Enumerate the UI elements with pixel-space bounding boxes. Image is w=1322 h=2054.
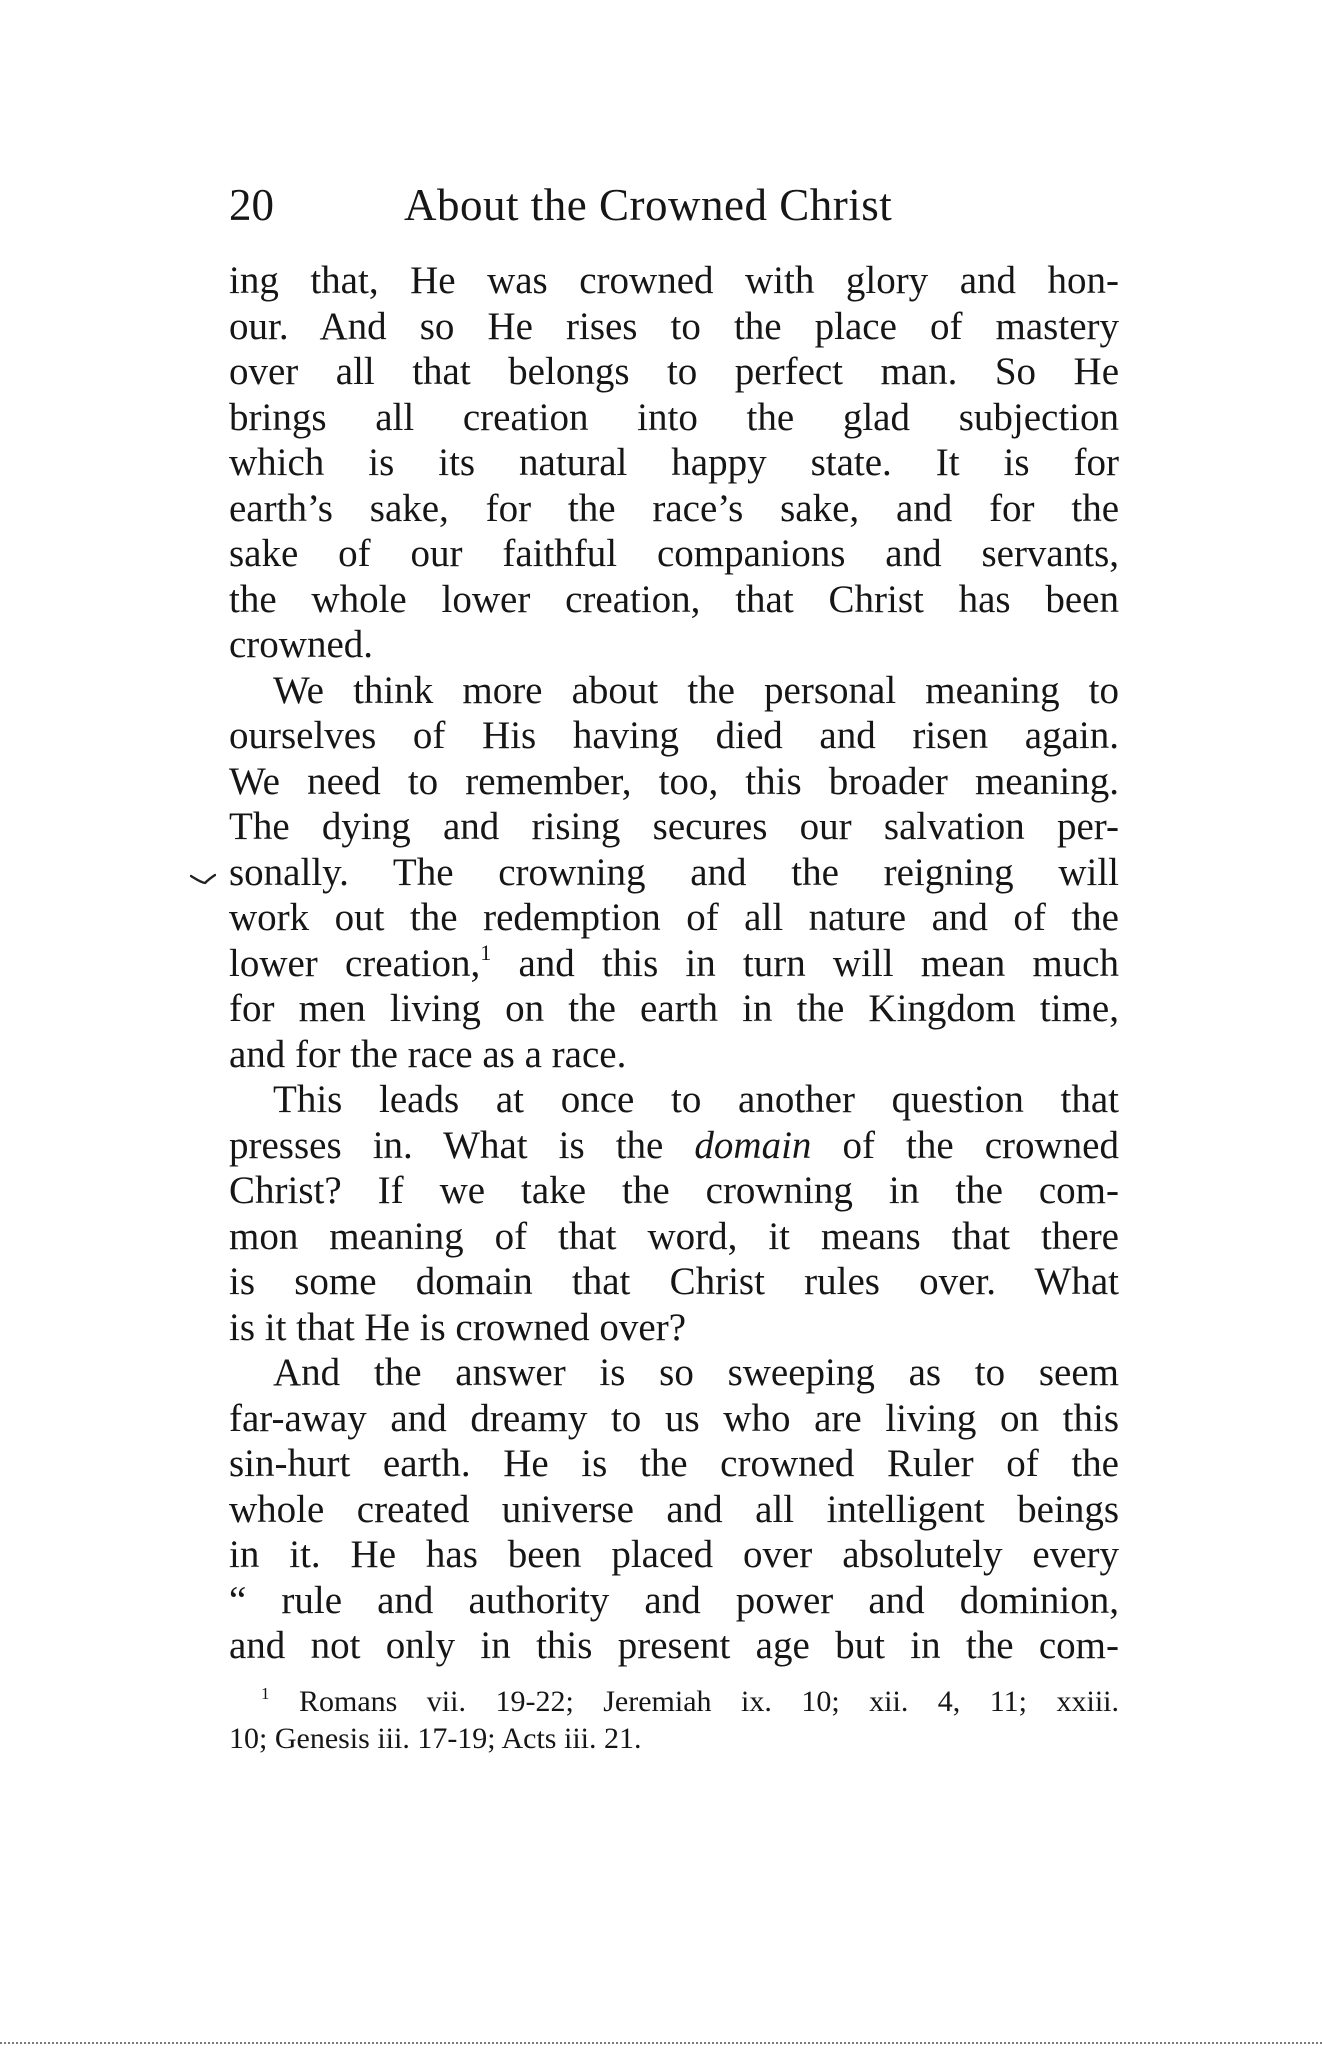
line-end: and this in turn will mean much: [491, 941, 1119, 985]
running-title: About the Crowned Christ: [404, 180, 893, 230]
footnote-reference[interactable]: 1: [480, 939, 492, 965]
text-line: ing that, He was crowned with glory and hon-: [229, 259, 1119, 302]
text-line: and not only in this present age but in the com-: [229, 1624, 1119, 1667]
text-line: sake of our faithful companions and servants,: [229, 532, 1119, 575]
line-start: presses in. What is the: [229, 1123, 695, 1167]
text-line: which is its natural happy state. It is for: [229, 441, 1119, 484]
text-line: sin-hurt earth. He is the crowned Ruler of the: [229, 1442, 1119, 1485]
italic-word: domain: [694, 1123, 812, 1167]
text-line: is some domain that Christ rules over. What: [229, 1260, 1119, 1303]
line-start: lower creation,: [229, 941, 481, 985]
footnotes: [229, 1683, 1119, 1757]
text-line: over all that belongs to perfect man. So He: [229, 350, 1119, 393]
pencil-tick-mark: [190, 873, 216, 885]
text-line: for men living on the earth in the Kingdom time,: [229, 987, 1119, 1030]
scan-edge-rule: [0, 2042, 1322, 2044]
text-line: And the answer is so sweeping as to seem: [273, 1351, 1119, 1394]
line-end: of the crowned: [811, 1123, 1119, 1167]
text-line: We think more about the personal meaning to: [273, 668, 1119, 712]
page-number: 20: [229, 180, 274, 230]
text-line: crowned.: [229, 623, 374, 666]
text-line: far-away and dreamy to us who are living on this: [229, 1396, 1119, 1440]
footnote-marker: 1: [261, 1684, 270, 1703]
text-line: This leads at once to another question that: [273, 1078, 1119, 1121]
text-line: “ rule and authority and power and dominion,: [229, 1578, 1119, 1622]
text-line: and for the race as a race.: [229, 1032, 627, 1076]
text-line: whole created universe and all intelligent beings: [229, 1487, 1119, 1531]
footnote-line: 10; Genesis iii. 17-19; Acts iii. 21.: [229, 1722, 642, 1755]
text-line: in it. He has been placed over absolutely every: [229, 1533, 1119, 1576]
text-line: work out the redemption of all nature and of the: [229, 896, 1119, 939]
footnote-text: Romans vii. 19-22; Jeremiah ix. 10; xii. 4, 11; xxiii.: [269, 1685, 1119, 1718]
text-line: the whole lower creation, that Christ has been: [229, 577, 1119, 621]
text-line: [229, 941, 1119, 987]
running-header: [229, 175, 1119, 235]
text-line: ourselves of His having died and risen again.: [229, 714, 1119, 757]
paragraph: [229, 258, 1119, 668]
text-line: is it that He is crowned over?: [229, 1305, 687, 1349]
paragraph: [229, 1350, 1119, 1669]
text-line: sonally. The crowning and the reigning will: [229, 850, 1119, 894]
text-line: our. And so He rises to the place of mastery: [229, 304, 1119, 348]
footnote-line: [229, 1683, 1119, 1720]
text-line: brings all creation into the glad subjection: [229, 395, 1119, 439]
paragraph: [229, 1077, 1119, 1350]
text-line: We need to remember, too, this broader meaning.: [229, 759, 1119, 803]
text-line: mon meaning of that word, it means that there: [229, 1214, 1119, 1258]
text-line: The dying and rising secures our salvation per-: [229, 805, 1119, 848]
text-line: [229, 1123, 1119, 1169]
body-text: [229, 258, 1119, 1669]
text-line: Christ? If we take the crowning in the com-: [229, 1169, 1119, 1212]
paragraph: [229, 668, 1119, 1078]
text-line: earth’s sake, for the race’s sake, and for the: [229, 486, 1119, 530]
